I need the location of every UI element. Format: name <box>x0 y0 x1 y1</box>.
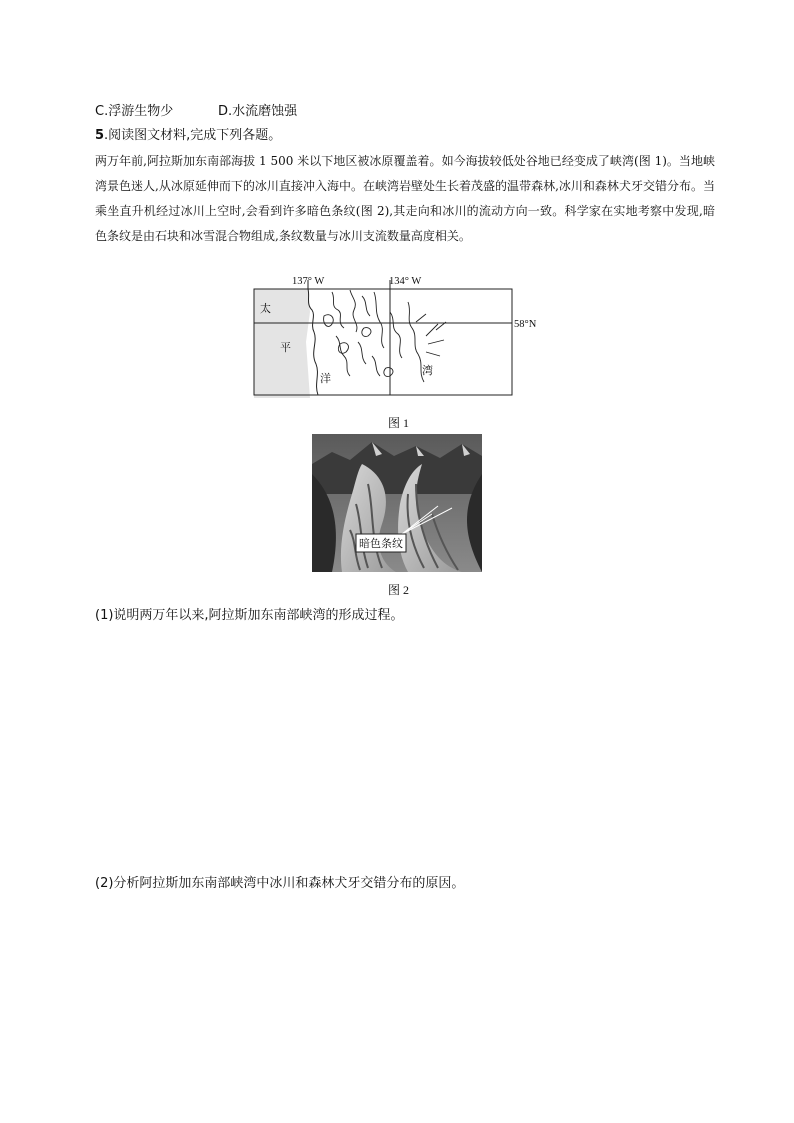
figure-2-caption: 图 2 <box>388 583 410 597</box>
question-title <box>95 124 281 143</box>
ocean-label-ping: 平 <box>280 341 291 354</box>
figure-2-glacier-photo <box>312 434 482 572</box>
reading-passage: 两万年前,阿拉斯加东南部海拔 1 500 米以下地区被冰原覆盖着。如今海拔较低处谷地已经变成了峡湾(图 1)。当地峡湾景色迷人,从冰原延伸而下的冰川直接冲入海中。在峡湾岩壁处生长着茂盛的温带森林,冰川和森林犬牙交错分布。当乘坐直升机经过冰川上空时,会看到许多暗色条纹(图 2),其走向和冰川的流动方向一致。科学家在实地考察中发现,暗色条纹是由石块和冰雪混合物组成,条纹数量与冰川支流数量高度相关。 <box>95 154 715 243</box>
question-number: 5 <box>95 128 105 143</box>
answer-options <box>95 100 297 119</box>
option-d: D.水流磨蚀强 <box>218 104 298 119</box>
question-prompt: .阅读图文材料,完成下列各题。 <box>104 128 282 143</box>
rivers <box>416 314 446 356</box>
bay-label: 湾 <box>422 364 433 377</box>
dark-stripe-label: 暗色条纹 <box>359 537 403 550</box>
coastline <box>308 289 318 395</box>
glacier-photo-svg <box>312 434 482 572</box>
ocean-label-tai: 太 <box>260 302 271 315</box>
figure-1-map <box>240 272 560 398</box>
subquestion-2: (2)分析阿拉斯加东南部峡湾中冰川和森林犬牙交错分布的原因。 <box>95 876 465 891</box>
map-svg <box>240 272 560 398</box>
option-c: C.浮游生物少 <box>95 104 174 119</box>
lat-label-58n: 58°N <box>514 319 537 330</box>
ocean-label-yang: 洋 <box>320 372 331 385</box>
lon-label-134w: 134° W <box>389 276 422 287</box>
fjord-lines <box>332 290 424 382</box>
figure-1-caption: 图 1 <box>388 416 410 430</box>
subquestion-1: (1)说明两万年以来,阿拉斯加东南部峡湾的形成过程。 <box>95 608 404 623</box>
lon-label-137w: 137° W <box>292 276 325 287</box>
